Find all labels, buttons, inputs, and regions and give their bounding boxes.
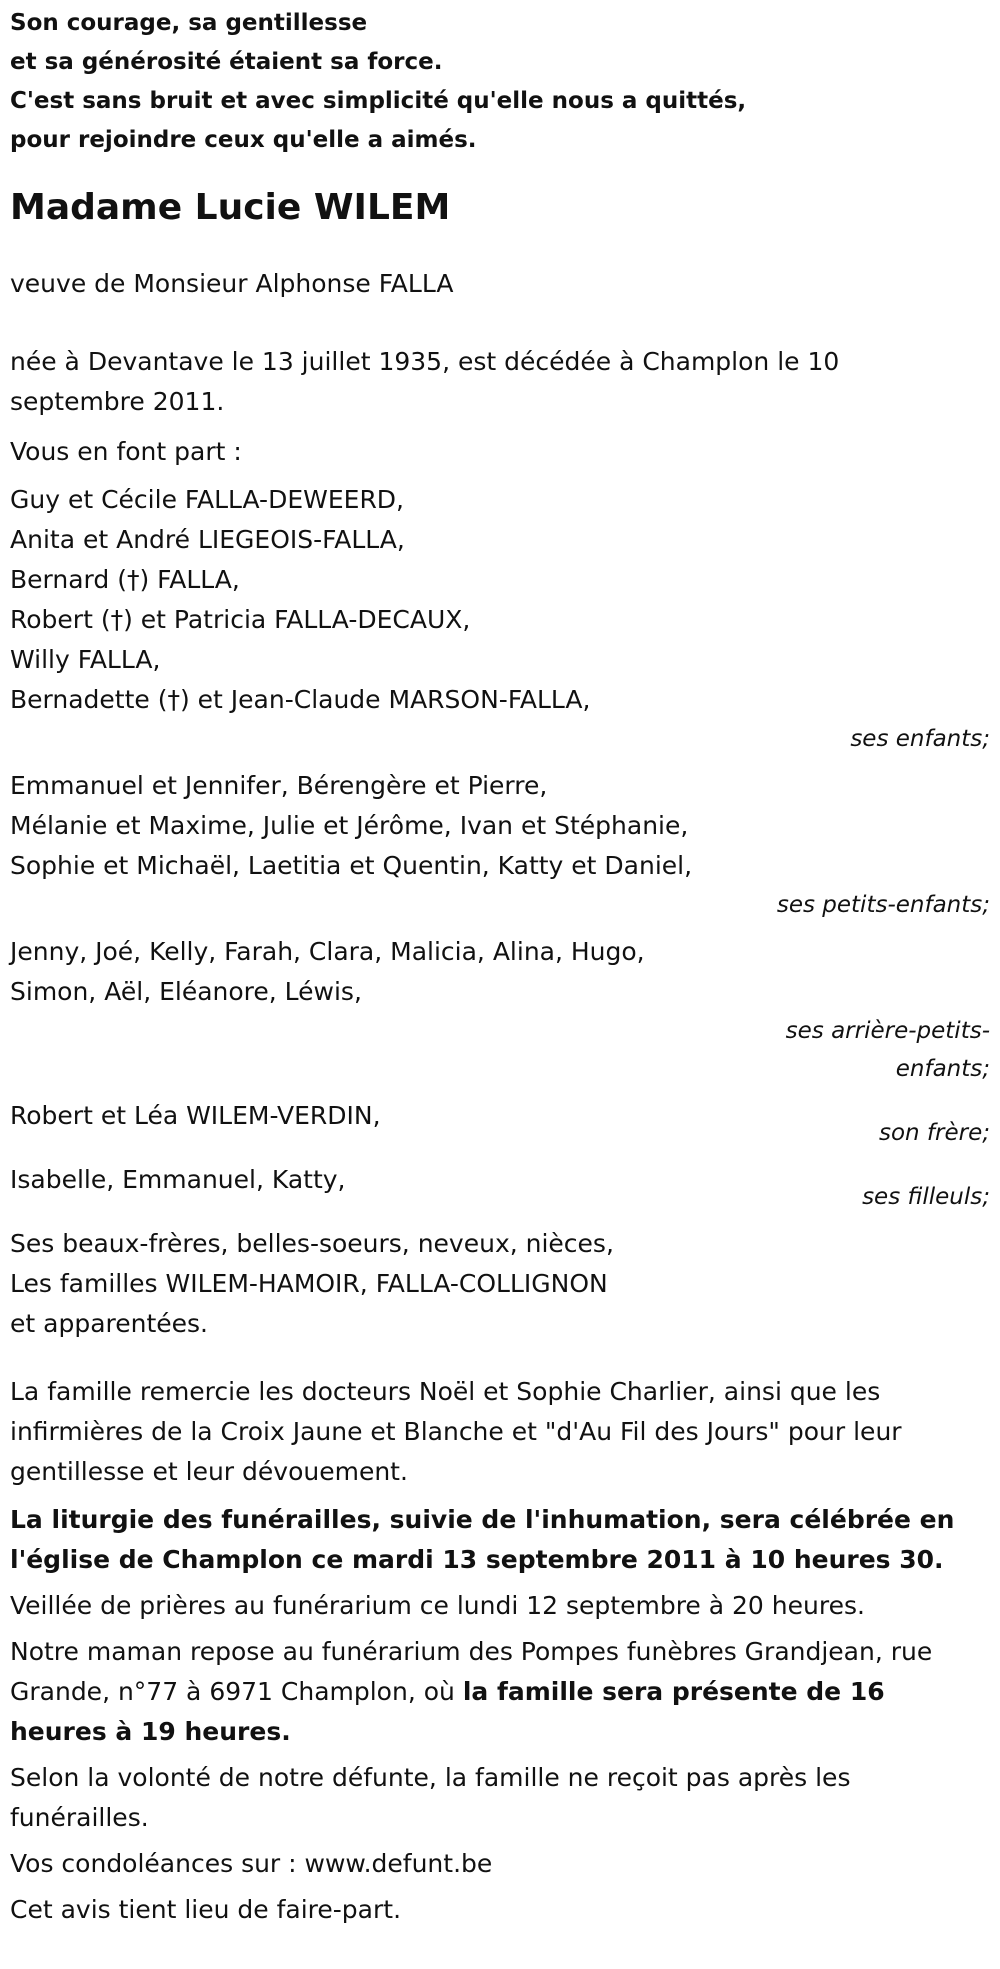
children-group bbox=[10, 480, 990, 758]
condolences-line: Vos condoléances sur : www.defunt.be bbox=[10, 1849, 493, 1878]
list-item: Guy et Cécile FALLA-DEWEERD, bbox=[10, 485, 405, 514]
relation-label: son frère; bbox=[878, 1120, 990, 1146]
epitaph-line: et sa générosité étaient sa force. bbox=[10, 49, 443, 75]
wish-paragraph: Selon la volonté de notre défunte, la famille ne reçoit pas après les funérailles. bbox=[10, 1763, 851, 1832]
repose-text: Notre maman repose au funérarium des Pompes funèbres Grandjean, rue Grande, n°77 à 6971 Champlon, où bbox=[10, 1637, 933, 1706]
list-item: Ses beaux-frères, belles-soeurs, neveux, nièces, bbox=[10, 1229, 614, 1258]
announcement: Vous en font part : bbox=[10, 437, 242, 466]
list-item: Simon, Aël, Eléanore, Léwis, bbox=[10, 977, 362, 1006]
godchildren-group bbox=[10, 1160, 990, 1216]
repose-paragraph bbox=[10, 1632, 970, 1752]
relation-label: ses enfants; bbox=[850, 726, 990, 752]
grandchildren-group bbox=[10, 766, 990, 924]
thanks-paragraph: La famille remercie les docteurs Noël et Sophie Charlier, ainsi que les infirmières de la Croix Jaune et Blanche et "d'Au Fil des Jours" pour leur gentillesse et leur dévouement. bbox=[10, 1377, 902, 1486]
relation-label: ses arrière-petits-enfants; bbox=[785, 1018, 990, 1082]
list-item: Robert (†) et Patricia FALLA-DECAUX, bbox=[10, 605, 471, 634]
epitaph-line: C'est sans bruit et avec simplicité qu'elle nous a quittés, bbox=[10, 88, 747, 114]
list-item: Anita et André LIEGEOIS-FALLA, bbox=[10, 525, 405, 554]
list-item: Willy FALLA, bbox=[10, 645, 161, 674]
list-item: Robert et Léa WILEM-VERDIN, bbox=[10, 1101, 381, 1130]
list-item: Bernard (†) FALLA, bbox=[10, 565, 240, 594]
obituary-notice bbox=[10, 0, 990, 1930]
epitaph-line: Son courage, sa gentillesse bbox=[10, 10, 368, 36]
list-item: Emmanuel et Jennifer, Bérengère et Pierre, bbox=[10, 771, 548, 800]
epitaph bbox=[10, 4, 990, 160]
list-item: Bernadette (†) et Jean-Claude MARSON-FALLA, bbox=[10, 685, 591, 714]
repose-presence: la famille sera présente de 16 heures à 19 heures. bbox=[10, 1677, 885, 1746]
extended-family-group bbox=[10, 1224, 990, 1344]
birth-death: née à Devantave le 13 juillet 1935, est décédée à Champlon le 10 septembre 2011. bbox=[10, 347, 840, 416]
notice-line: Cet avis tient lieu de faire-part. bbox=[10, 1895, 402, 1924]
relation-label: ses petits-enfants; bbox=[776, 892, 990, 918]
list-item: Isabelle, Emmanuel, Katty, bbox=[10, 1165, 346, 1194]
list-item: Sophie et Michaël, Laetitia et Quentin, Katty et Daniel, bbox=[10, 851, 693, 880]
list-item: Mélanie et Maxime, Julie et Jérôme, Ivan et Stéphanie, bbox=[10, 811, 689, 840]
great-grandchildren-group bbox=[10, 932, 990, 1088]
funeral-paragraph: La liturgie des funérailles, suivie de l'inhumation, sera célébrée en l'église de Champlon ce mardi 13 septembre 2011 à 10 heures 30. bbox=[10, 1505, 955, 1574]
relation-label: ses filleuls; bbox=[862, 1184, 990, 1210]
deceased-name: Madame Lucie WILEM bbox=[10, 187, 451, 228]
list-item: Jenny, Joé, Kelly, Farah, Clara, Malicia, Alina, Hugo, bbox=[10, 937, 645, 966]
widow-of: veuve de Monsieur Alphonse FALLA bbox=[10, 269, 454, 298]
brother-group bbox=[10, 1096, 990, 1152]
list-item: et apparentées. bbox=[10, 1309, 208, 1338]
list-item: Les familles WILEM-HAMOIR, FALLA-COLLIGNON bbox=[10, 1269, 608, 1298]
vigil-paragraph: Veillée de prières au funérarium ce lundi 12 septembre à 20 heures. bbox=[10, 1591, 865, 1620]
epitaph-line: pour rejoindre ceux qu'elle a aimés. bbox=[10, 127, 477, 153]
